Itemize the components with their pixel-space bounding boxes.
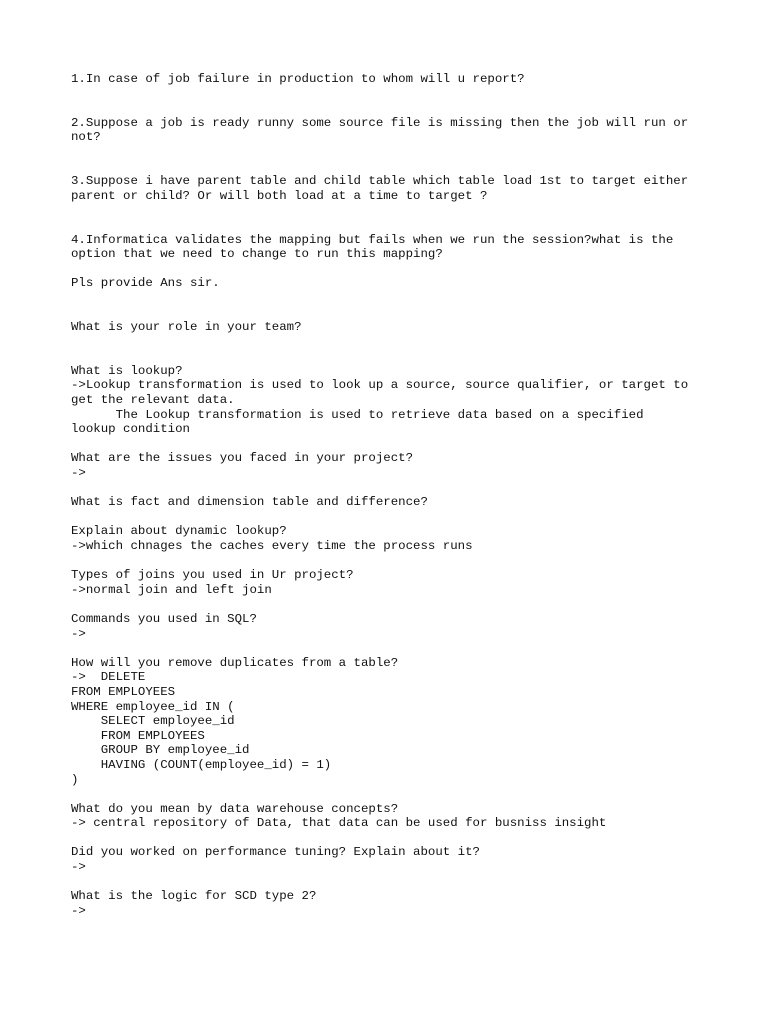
blank-line xyxy=(71,481,731,496)
blank-line xyxy=(71,554,731,569)
code-line: HAVING (COUNT(employee_id) = 1) xyxy=(71,757,332,772)
code-line: FROM EMPLOYEES xyxy=(71,684,176,699)
blank-line xyxy=(71,101,731,116)
text-line: What is your role in your team? xyxy=(71,320,302,335)
blank-line xyxy=(71,597,731,612)
text-line: What are the issues you faced in your project? xyxy=(71,451,414,466)
text-line: not? xyxy=(71,130,101,145)
text-line: Commands you used in SQL? xyxy=(71,611,257,626)
blank-line xyxy=(71,349,731,364)
blank-line xyxy=(71,510,731,525)
blank-line xyxy=(71,875,731,890)
code-line: SELECT employee_id xyxy=(71,714,235,729)
blank-line xyxy=(71,160,731,175)
blank-line xyxy=(71,641,731,656)
text-line: 2.Suppose a job is ready runny some source file is missing then the job will run or xyxy=(71,115,689,130)
text-line: What do you mean by data warehouse concepts? xyxy=(71,801,399,816)
text-line: lookup condition xyxy=(71,422,190,437)
text-line: 4.Informatica validates the mapping but fails when we run the session?what is the xyxy=(71,232,674,247)
code-line: WHERE employee_id IN ( xyxy=(71,699,235,714)
blank-line xyxy=(71,306,731,321)
text-line: ->Lookup transformation is used to look up a source, source qualifier, or target to xyxy=(71,378,689,393)
text-line: The Lookup transformation is used to retrieve data based on a specified xyxy=(71,407,644,422)
text-line: -> xyxy=(71,626,86,641)
blank-line xyxy=(71,831,731,846)
text-line: What is lookup? xyxy=(71,363,183,378)
text-line: Did you worked on performance tuning? Explain about it? xyxy=(71,845,480,860)
blank-line xyxy=(71,87,731,102)
text-line: -> xyxy=(71,860,86,875)
code-line: GROUP BY employee_id xyxy=(71,743,250,758)
blank-line xyxy=(71,218,731,233)
text-line: Types of joins you used in Ur project? xyxy=(71,568,354,583)
blank-line xyxy=(71,787,731,802)
text-line: 1.In case of job failure in production to whom will u report? xyxy=(71,72,525,86)
blank-line xyxy=(71,262,731,277)
text-line: parent or child? Or will both load at a time to target ? xyxy=(71,188,488,203)
text-line: -> xyxy=(71,466,86,481)
text-line: get the relevant data. xyxy=(71,393,235,408)
text-line: What is fact and dimension table and difference? xyxy=(71,495,428,510)
blank-line xyxy=(71,437,731,452)
blank-line xyxy=(71,335,731,350)
text-line: option that we need to change to run this mapping? xyxy=(71,247,443,262)
text-line: ->normal join and left join xyxy=(71,582,272,597)
text-line: ->which chnages the caches every time the process runs xyxy=(71,539,473,553)
text-line: -> central repository of Data, that data can be used for busniss insight xyxy=(71,816,607,831)
code-line: ) xyxy=(71,772,79,787)
text-line: What is the logic for SCD type 2? xyxy=(71,889,317,904)
text-line: -> xyxy=(71,903,86,918)
text-line: Explain about dynamic lookup? xyxy=(71,524,287,539)
text-line: How will you remove duplicates from a table? xyxy=(71,655,399,670)
blank-line xyxy=(71,145,731,160)
code-line: FROM EMPLOYEES xyxy=(71,728,205,743)
text-line: 3.Suppose i have parent table and child table which table load 1st to target either xyxy=(71,174,689,189)
blank-line xyxy=(71,203,731,218)
document-body xyxy=(71,72,731,918)
text-line: Pls provide Ans sir. xyxy=(71,276,220,291)
code-line: -> DELETE xyxy=(71,670,146,685)
blank-line xyxy=(71,291,731,306)
